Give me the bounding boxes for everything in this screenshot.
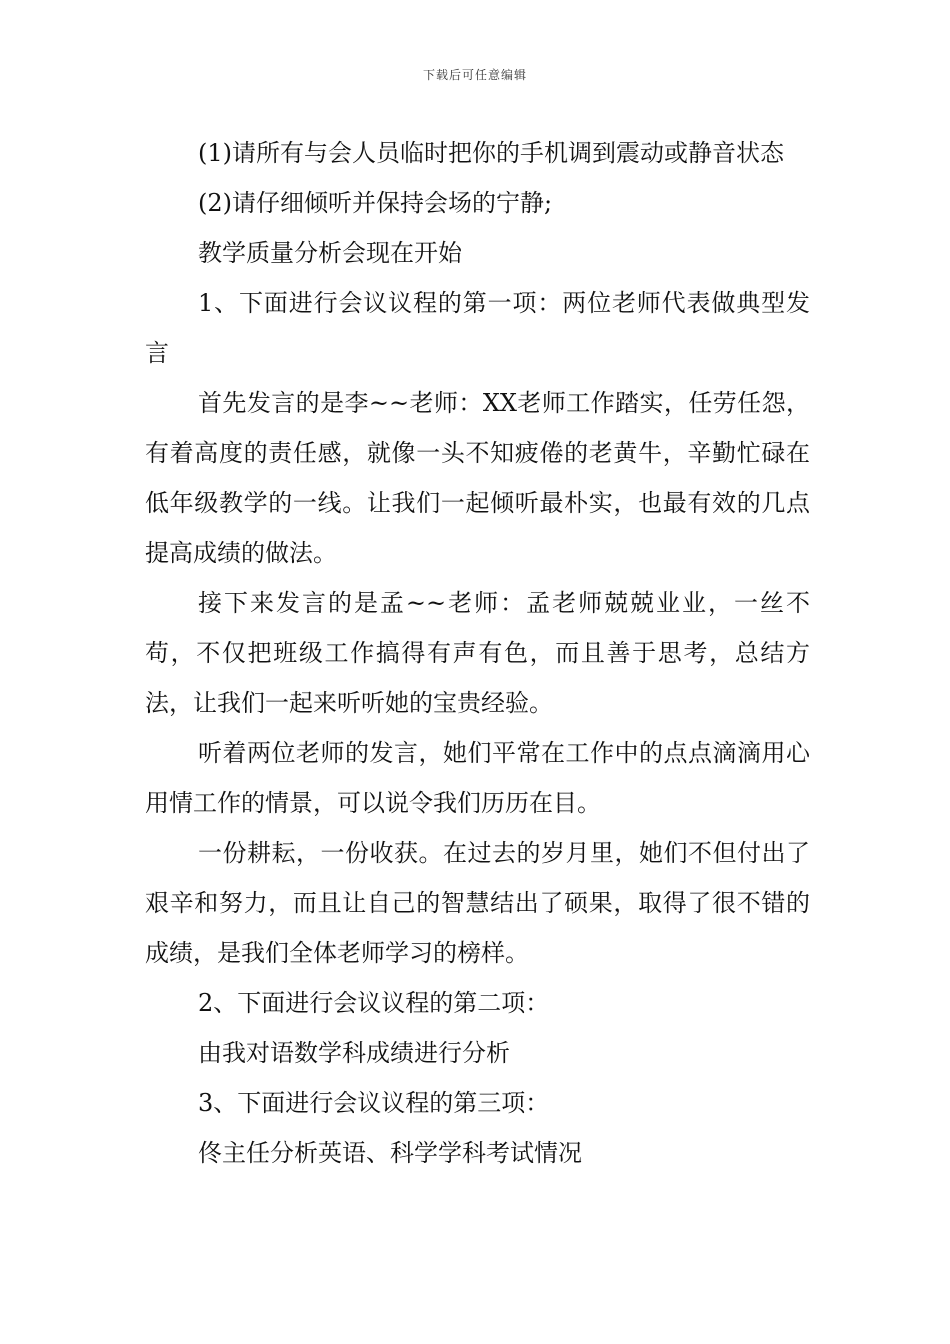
paragraph-meeting-start: 教学质量分析会现在开始 <box>198 239 462 267</box>
paragraph-reflection: 听着两位老师的发言，她们平常在工作中的点点滴滴用心用情工作的情景，可以说令我们历历在目。 <box>145 739 810 817</box>
paragraph-notice-quiet: (2)请仔细倾听并保持会场的宁静; <box>198 189 553 217</box>
paragraph-agenda-item-2: 2、下面进行会议议程的第二项： <box>198 989 550 1017</box>
paragraph-first-speaker: 首先发言的是李~~老师：XX老师工作踏实，任劳任怨，有着高度的责任感，就像一头不知疲倦的老黄牛，辛勤忙碌在低年级教学的一线。让我们一起倾听最朴实，也最有效的几点提高成绩的做法。 <box>145 389 810 567</box>
paragraph-praise: 一份耕耘，一份收获。在过去的岁月里，她们不但付出了艰辛和努力，而且让自己的智慧结出了硕果，取得了很不错的成绩，是我们全体老师学习的榜样。 <box>145 839 810 967</box>
paragraph-agenda-item-2-detail: 由我对语数学科成绩进行分析 <box>198 1039 510 1067</box>
header-note: 下载后可任意编辑 <box>422 68 527 82</box>
paragraph-notice-phone: (1)请所有与会人员临时把你的手机调到震动或静音状态 <box>198 139 784 167</box>
paragraph-agenda-item-1: 1、下面进行会议议程的第一项：两位老师代表做典型发言 <box>145 289 810 367</box>
paragraph-second-speaker: 接下来发言的是孟~~老师：孟老师兢兢业业，一丝不苟，不仅把班级工作搞得有声有色，而且善于思考，总结方法，让我们一起来听听她的宝贵经验。 <box>145 589 810 717</box>
document-body <box>145 128 810 1178</box>
paragraph-agenda-item-3: 3、下面进行会议议程的第三项： <box>198 1089 550 1117</box>
paragraph-agenda-item-3-detail: 佟主任分析英语、科学学科考试情况 <box>198 1139 582 1167</box>
